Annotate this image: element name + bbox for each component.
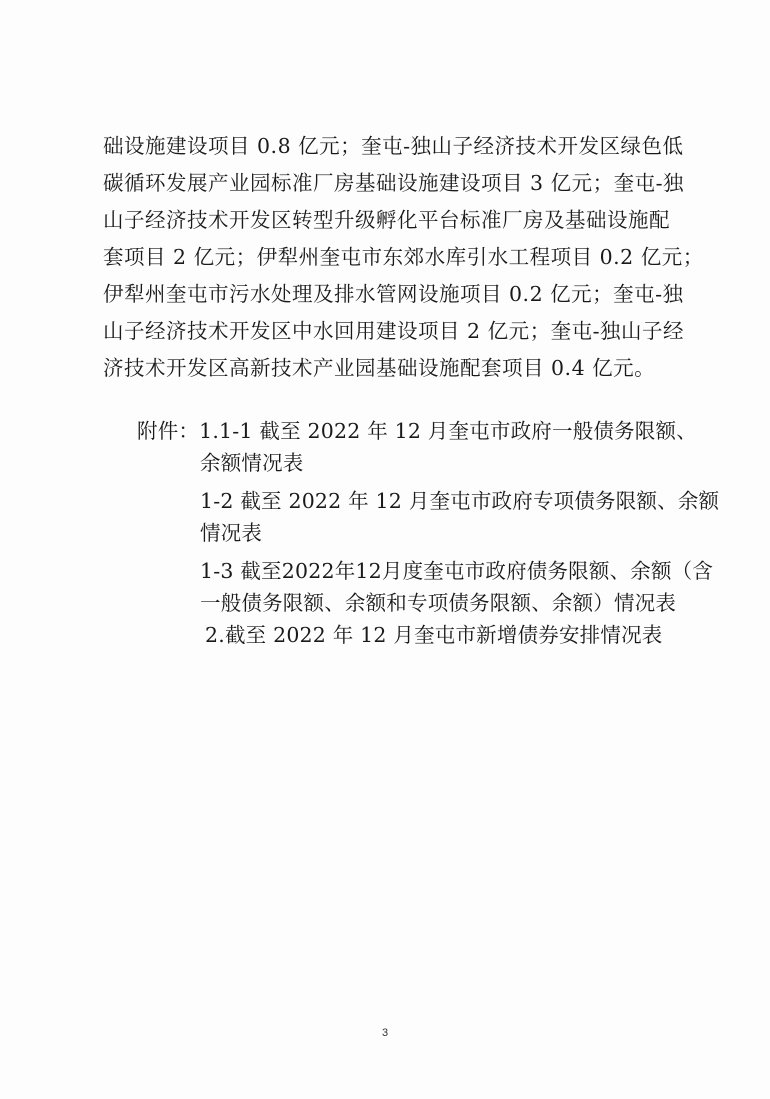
attachment-line: 1-2 截至 2022 年 12 月奎屯市政府专项债务限额、余额 xyxy=(200,489,720,513)
body-paragraph xyxy=(103,128,704,387)
body-line: 伊犁州奎屯市污水处理及排水管网设施项目 0.2 亿元；奎屯-独 xyxy=(103,282,684,306)
attachment-lead: 附件：1.1-1 截至 2022 年 12 月奎屯市政府一般债务限额、 xyxy=(137,419,697,443)
attachment-line: 2.截至 2022 年 12 月奎屯市新增债券安排情况表 xyxy=(205,623,663,647)
body-line: 础设施建设项目 0.8 亿元；奎屯-独山子经济技术开发区绿色低 xyxy=(103,134,684,158)
page-number: 3 xyxy=(381,1027,389,1039)
attachment-list xyxy=(137,415,720,651)
attachment-line: 情况表 xyxy=(200,521,263,545)
attachment-line: 1-3 截至2022年12月度奎屯市政府债务限额、余额（含 xyxy=(200,559,714,583)
attachment-line: 余额情况表 xyxy=(200,451,304,475)
body-line: 山子经济技术开发区中水回用建设项目 2 亿元；奎屯-独山子经 xyxy=(103,319,685,343)
body-line: 济技术开发区高新技术产业园基础设施配套项目 0.4 亿元。 xyxy=(103,356,656,380)
body-line: 山子经济技术开发区转型升级孵化平台标准厂房及基础设施配 xyxy=(103,208,670,232)
body-line: 套项目 2 亿元；伊犁州奎屯市东郊水库引水工程项目 0.2 亿元； xyxy=(103,245,704,269)
attachment-line: 一般债务限额、余额和专项债务限额、余额）情况表 xyxy=(200,591,677,615)
body-line: 碳循环发展产业园标准厂房基础设施建设项目 3 亿元；奎屯-独 xyxy=(103,171,685,195)
